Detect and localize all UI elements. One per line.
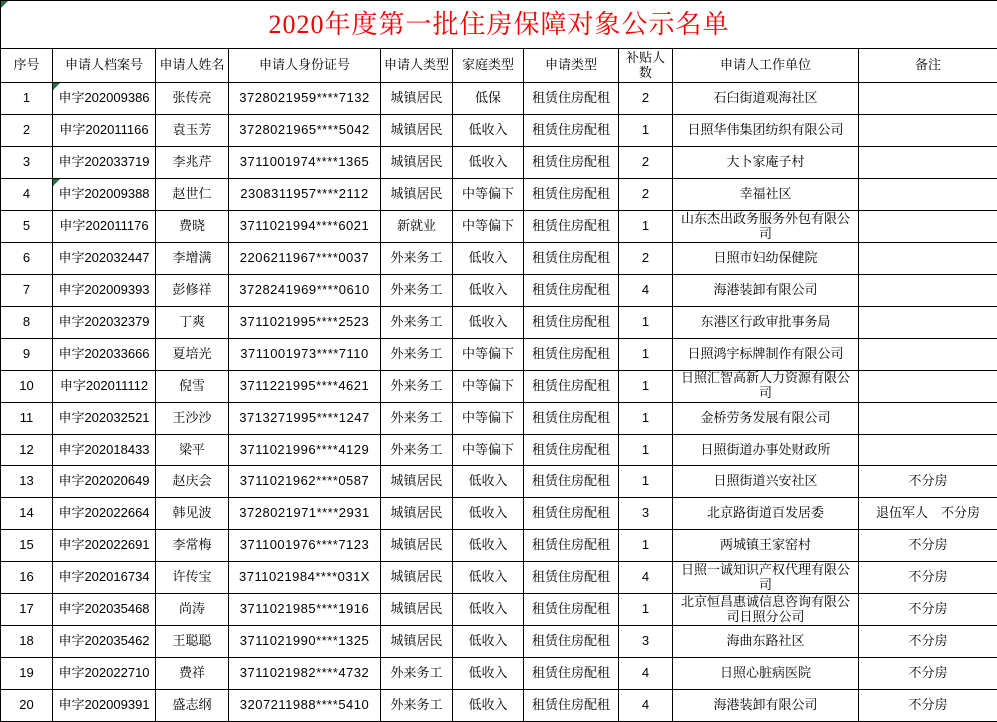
cell-name: 赵世仁 <box>156 179 229 211</box>
cell-name: 费晓 <box>156 211 229 243</box>
table-row <box>1 689 997 721</box>
cell-subsidy-count: 1 <box>619 211 673 243</box>
cell-family-type: 低收入 <box>453 530 524 562</box>
cell-family-type: 中等偏下 <box>453 434 524 466</box>
cell-file-number: 申字202022664 <box>53 498 156 530</box>
cell-applicant-type: 城镇居民 <box>381 594 453 626</box>
cell-serial: 8 <box>1 306 53 338</box>
table-row <box>1 147 997 179</box>
cell-applicant-type: 城镇居民 <box>381 562 453 594</box>
cell-serial: 2 <box>1 115 53 147</box>
cell-id-number: 3711001974****1365 <box>229 147 381 179</box>
cell-work-unit: 日照华伟集团纺织有限公司 <box>673 115 859 147</box>
cell-work-unit: 海港装卸有限公司 <box>673 689 859 721</box>
cell-serial: 11 <box>1 402 53 434</box>
cell-family-type: 低收入 <box>453 466 524 498</box>
table-row <box>1 179 997 211</box>
cell-application-type: 租赁住房配租 <box>524 338 619 370</box>
cell-remark <box>859 370 997 402</box>
cell-work-unit: 日照街道办事处财政所 <box>673 434 859 466</box>
cell-family-type: 低收入 <box>453 594 524 626</box>
cell-application-type: 租赁住房配租 <box>524 83 619 115</box>
column-header-applicant-type: 申请人类型 <box>381 49 453 83</box>
cell-serial: 19 <box>1 657 53 689</box>
cell-work-unit: 北京恒昌惠诚信息咨询有限公司日照分公司 <box>673 594 859 626</box>
cell-application-type: 租赁住房配租 <box>524 147 619 179</box>
column-header-id-number: 申请人身份证号 <box>229 49 381 83</box>
cell-remark <box>859 338 997 370</box>
cell-file-number: 申字202020649 <box>53 466 156 498</box>
cell-subsidy-count: 3 <box>619 626 673 658</box>
cell-name: 倪雪 <box>156 370 229 402</box>
cell-name: 尚涛 <box>156 594 229 626</box>
cell-serial: 14 <box>1 498 53 530</box>
cell-file-number: 申字202032379 <box>53 306 156 338</box>
cell-id-number: 3711021962****0587 <box>229 466 381 498</box>
cell-file-number: 申字202035462 <box>53 626 156 658</box>
cell-file-number: 申字202035468 <box>53 594 156 626</box>
cell-name: 盛志纲 <box>156 689 229 721</box>
cell-subsidy-count: 2 <box>619 147 673 179</box>
cell-remark: 不分房 <box>859 466 997 498</box>
cell-applicant-type: 城镇居民 <box>381 466 453 498</box>
cell-application-type: 租赁住房配租 <box>524 498 619 530</box>
table-row <box>1 83 997 115</box>
cell-name: 梁平 <box>156 434 229 466</box>
cell-work-unit: 日照一诚知识产权代理有限公司 <box>673 562 859 594</box>
excel-corner-marker <box>53 179 60 186</box>
table-row <box>1 434 997 466</box>
column-header-name: 申请人姓名 <box>156 49 229 83</box>
cell-remark: 不分房 <box>859 689 997 721</box>
cell-subsidy-count: 1 <box>619 370 673 402</box>
cell-work-unit: 石臼街道观海社区 <box>673 83 859 115</box>
cell-applicant-type: 新就业 <box>381 211 453 243</box>
cell-remark: 不分房 <box>859 626 997 658</box>
cell-id-number: 3711021994****6021 <box>229 211 381 243</box>
cell-file-number: 申字202011112 <box>53 370 156 402</box>
cell-name: 丁爽 <box>156 306 229 338</box>
cell-id-number: 3728021965****5042 <box>229 115 381 147</box>
page-title: 2020年度第一批住房保障对象公示名单 <box>268 9 730 39</box>
table-row <box>1 211 997 243</box>
cell-applicant-type: 城镇居民 <box>381 626 453 658</box>
cell-applicant-type: 外来务工 <box>381 243 453 275</box>
cell-family-type: 低保 <box>453 83 524 115</box>
cell-work-unit: 海港装卸有限公司 <box>673 274 859 306</box>
cell-application-type: 租赁住房配租 <box>524 306 619 338</box>
cell-work-unit: 北京路街道百发居委 <box>673 498 859 530</box>
title-cell <box>1 1 997 49</box>
cell-serial: 15 <box>1 530 53 562</box>
table-row <box>1 402 997 434</box>
cell-subsidy-count: 1 <box>619 466 673 498</box>
column-header-serial: 序号 <box>1 49 53 83</box>
column-header-work-unit: 申请人工作单位 <box>673 49 859 83</box>
cell-applicant-type: 外来务工 <box>381 434 453 466</box>
cell-work-unit: 海曲东路社区 <box>673 626 859 658</box>
cell-id-number: 3711221995****4621 <box>229 370 381 402</box>
table-row <box>1 115 997 147</box>
cell-remark: 不分房 <box>859 657 997 689</box>
cell-family-type: 低收入 <box>453 306 524 338</box>
cell-remark <box>859 211 997 243</box>
cell-application-type: 租赁住房配租 <box>524 115 619 147</box>
cell-family-type: 中等偏下 <box>453 338 524 370</box>
cell-family-type: 低收入 <box>453 115 524 147</box>
cell-serial: 9 <box>1 338 53 370</box>
cell-family-type: 低收入 <box>453 657 524 689</box>
table-row <box>1 306 997 338</box>
cell-file-number: 申字202009386 <box>53 83 156 115</box>
cell-applicant-type: 外来务工 <box>381 402 453 434</box>
cell-subsidy-count: 3 <box>619 498 673 530</box>
column-header-remark: 备注 <box>859 49 997 83</box>
cell-name: 许传宝 <box>156 562 229 594</box>
cell-file-number: 申字202022710 <box>53 657 156 689</box>
cell-remark <box>859 402 997 434</box>
cell-id-number: 3728021959****7132 <box>229 83 381 115</box>
cell-remark <box>859 147 997 179</box>
cell-remark <box>859 179 997 211</box>
cell-name: 彭修祥 <box>156 274 229 306</box>
cell-application-type: 租赁住房配租 <box>524 274 619 306</box>
cell-applicant-type: 城镇居民 <box>381 147 453 179</box>
cell-name: 李兆芹 <box>156 147 229 179</box>
table-row <box>1 338 997 370</box>
cell-file-number: 申字202009393 <box>53 274 156 306</box>
cell-name: 张传亮 <box>156 83 229 115</box>
cell-name: 李增满 <box>156 243 229 275</box>
cell-id-number: 3711021985****1916 <box>229 594 381 626</box>
cell-application-type: 租赁住房配租 <box>524 562 619 594</box>
cell-application-type: 租赁住房配租 <box>524 689 619 721</box>
cell-file-number: 申字202032521 <box>53 402 156 434</box>
cell-serial: 12 <box>1 434 53 466</box>
cell-family-type: 低收入 <box>453 562 524 594</box>
cell-work-unit: 金桥劳务发展有限公司 <box>673 402 859 434</box>
cell-work-unit: 两城镇王家窑村 <box>673 530 859 562</box>
cell-file-number: 申字202011166 <box>53 115 156 147</box>
cell-application-type: 租赁住房配租 <box>524 466 619 498</box>
cell-applicant-type: 城镇居民 <box>381 83 453 115</box>
cell-id-number: 3728241969****0610 <box>229 274 381 306</box>
cell-applicant-type: 外来务工 <box>381 274 453 306</box>
cell-subsidy-count: 4 <box>619 562 673 594</box>
cell-file-number: 申字202009391 <box>53 689 156 721</box>
excel-corner-marker <box>1 1 8 8</box>
cell-remark: 不分房 <box>859 530 997 562</box>
cell-id-number: 3711001973****7110 <box>229 338 381 370</box>
cell-subsidy-count: 1 <box>619 530 673 562</box>
cell-id-number: 3711001976****7123 <box>229 530 381 562</box>
cell-name: 费祥 <box>156 657 229 689</box>
cell-serial: 6 <box>1 243 53 275</box>
cell-name: 夏培光 <box>156 338 229 370</box>
cell-subsidy-count: 4 <box>619 657 673 689</box>
cell-id-number: 3711021982****4732 <box>229 657 381 689</box>
column-header-family-type: 家庭类型 <box>453 49 524 83</box>
cell-name: 赵庆会 <box>156 466 229 498</box>
cell-serial: 1 <box>1 83 53 115</box>
cell-serial: 16 <box>1 562 53 594</box>
cell-name: 韩见波 <box>156 498 229 530</box>
cell-remark <box>859 434 997 466</box>
cell-serial: 7 <box>1 274 53 306</box>
cell-serial: 3 <box>1 147 53 179</box>
cell-subsidy-count: 2 <box>619 83 673 115</box>
cell-serial: 13 <box>1 466 53 498</box>
cell-file-number: 申字202033666 <box>53 338 156 370</box>
table-row <box>1 626 997 658</box>
cell-name: 李常梅 <box>156 530 229 562</box>
cell-family-type: 中等偏下 <box>453 179 524 211</box>
table-row <box>1 657 997 689</box>
cell-family-type: 低收入 <box>453 626 524 658</box>
title-row <box>1 1 997 49</box>
table-row <box>1 498 997 530</box>
cell-name: 王聪聪 <box>156 626 229 658</box>
column-header-application-type: 申请类型 <box>524 49 619 83</box>
cell-serial: 20 <box>1 689 53 721</box>
cell-subsidy-count: 1 <box>619 338 673 370</box>
cell-applicant-type: 外来务工 <box>381 338 453 370</box>
column-header-file-number: 申请人档案号 <box>53 49 156 83</box>
cell-file-number: 申字202011176 <box>53 211 156 243</box>
cell-id-number: 3711021995****2523 <box>229 306 381 338</box>
cell-family-type: 低收入 <box>453 498 524 530</box>
cell-applicant-type: 城镇居民 <box>381 498 453 530</box>
cell-serial: 4 <box>1 179 53 211</box>
cell-work-unit: 日照街道兴安社区 <box>673 466 859 498</box>
cell-name: 王沙沙 <box>156 402 229 434</box>
cell-subsidy-count: 1 <box>619 434 673 466</box>
table-row <box>1 530 997 562</box>
cell-subsidy-count: 4 <box>619 274 673 306</box>
cell-family-type: 低收入 <box>453 274 524 306</box>
table-row <box>1 562 997 594</box>
cell-applicant-type: 外来务工 <box>381 370 453 402</box>
cell-id-number: 2308311957****2112 <box>229 179 381 211</box>
cell-serial: 10 <box>1 370 53 402</box>
cell-id-number: 3711021984****031X <box>229 562 381 594</box>
cell-application-type: 租赁住房配租 <box>524 243 619 275</box>
column-header-subsidy-count: 补贴人数 <box>619 49 673 83</box>
excel-corner-marker <box>53 83 60 90</box>
cell-work-unit: 日照市妇幼保健院 <box>673 243 859 275</box>
cell-remark <box>859 243 997 275</box>
cell-remark <box>859 274 997 306</box>
cell-application-type: 租赁住房配租 <box>524 370 619 402</box>
cell-id-number: 3207211988****5410 <box>229 689 381 721</box>
cell-serial: 5 <box>1 211 53 243</box>
cell-family-type: 中等偏下 <box>453 211 524 243</box>
cell-subsidy-count: 1 <box>619 115 673 147</box>
cell-file-number: 申字202016734 <box>53 562 156 594</box>
cell-serial: 17 <box>1 594 53 626</box>
cell-work-unit: 东港区行政审批事务局 <box>673 306 859 338</box>
cell-application-type: 租赁住房配租 <box>524 179 619 211</box>
cell-family-type: 低收入 <box>453 689 524 721</box>
cell-file-number: 申字202022691 <box>53 530 156 562</box>
cell-family-type: 低收入 <box>453 147 524 179</box>
cell-file-number: 申字202018433 <box>53 434 156 466</box>
cell-applicant-type: 城镇居民 <box>381 530 453 562</box>
cell-applicant-type: 城镇居民 <box>381 115 453 147</box>
cell-application-type: 租赁住房配租 <box>524 594 619 626</box>
cell-remark: 不分房 <box>859 594 997 626</box>
cell-application-type: 租赁住房配租 <box>524 626 619 658</box>
cell-remark: 退伍军人 不分房 <box>859 498 997 530</box>
cell-work-unit: 幸福社区 <box>673 179 859 211</box>
cell-subsidy-count: 1 <box>619 306 673 338</box>
cell-id-number: 3728021971****2931 <box>229 498 381 530</box>
cell-applicant-type: 外来务工 <box>381 657 453 689</box>
cell-applicant-type: 外来务工 <box>381 689 453 721</box>
table-row <box>1 594 997 626</box>
cell-family-type: 低收入 <box>453 243 524 275</box>
cell-applicant-type: 城镇居民 <box>381 179 453 211</box>
table-row <box>1 466 997 498</box>
cell-subsidy-count: 4 <box>619 689 673 721</box>
cell-application-type: 租赁住房配租 <box>524 434 619 466</box>
cell-remark <box>859 306 997 338</box>
cell-family-type: 中等偏下 <box>453 370 524 402</box>
cell-subsidy-count: 1 <box>619 402 673 434</box>
cell-work-unit: 大卜家庵子村 <box>673 147 859 179</box>
cell-id-number: 3711021990****1325 <box>229 626 381 658</box>
cell-remark: 不分房 <box>859 562 997 594</box>
cell-file-number: 申字202032447 <box>53 243 156 275</box>
cell-name: 袁玉芳 <box>156 115 229 147</box>
table-row <box>1 243 997 275</box>
cell-id-number: 2206211967****0037 <box>229 243 381 275</box>
cell-serial: 18 <box>1 626 53 658</box>
cell-id-number: 3711021996****4129 <box>229 434 381 466</box>
cell-file-number: 申字202033719 <box>53 147 156 179</box>
cell-remark <box>859 115 997 147</box>
cell-work-unit: 日照汇智高新人力资源有限公司 <box>673 370 859 402</box>
cell-application-type: 租赁住房配租 <box>524 211 619 243</box>
cell-subsidy-count: 2 <box>619 179 673 211</box>
table-row <box>1 370 997 402</box>
cell-applicant-type: 外来务工 <box>381 306 453 338</box>
cell-application-type: 租赁住房配租 <box>524 530 619 562</box>
cell-work-unit: 日照心脏病医院 <box>673 657 859 689</box>
cell-remark <box>859 83 997 115</box>
table-row <box>1 274 997 306</box>
cell-application-type: 租赁住房配租 <box>524 657 619 689</box>
cell-file-number: 申字202009388 <box>53 179 156 211</box>
cell-id-number: 3713271995****1247 <box>229 402 381 434</box>
cell-subsidy-count: 2 <box>619 243 673 275</box>
cell-family-type: 中等偏下 <box>453 402 524 434</box>
cell-subsidy-count: 1 <box>619 594 673 626</box>
cell-application-type: 租赁住房配租 <box>524 402 619 434</box>
table-header-row <box>1 49 997 83</box>
cell-work-unit: 日照鸿宇标牌制作有限公司 <box>673 338 859 370</box>
cell-work-unit: 山东杰出政务服务外包有限公司 <box>673 211 859 243</box>
